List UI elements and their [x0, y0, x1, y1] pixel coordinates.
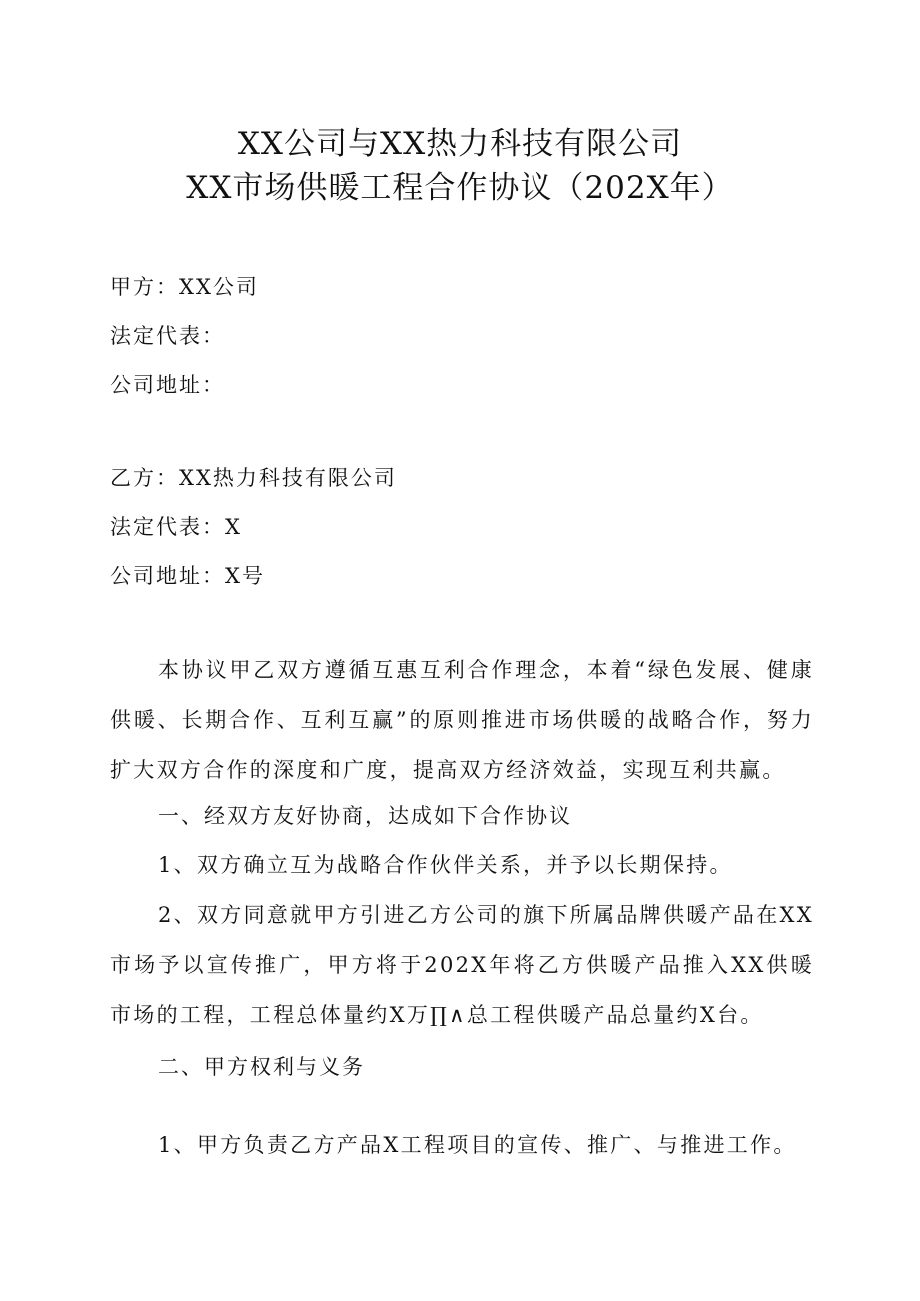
party-b-address: 公司地址：X号 [110, 564, 265, 588]
clause-1-1: 1、双方确立互为战略合作伙伴关系，并予以长期保持。 [158, 853, 733, 877]
party-a-address: 公司地址： [110, 373, 225, 397]
document-title-line-1: XX公司与XX热力科技有限公司 [237, 126, 683, 162]
clause-2-1: 1、甲方负责乙方产品X工程项目的宣传、推广、与推进工作。 [158, 1133, 797, 1157]
clause-1-2: 2、双方同意就甲方引进乙方公司的旗下所属品牌供暖产品在XX市场予以宣传推广，甲方将于202X年将乙方供暖产品推入XX供暖市场的工程，工程总体量约X万∏∧总工程供暖产品总量约X台。 [110, 903, 814, 1027]
party-a-representative: 法定代表： [110, 324, 225, 348]
intro-paragraph: 本协议甲乙双方遵循互惠互利合作理念，本着“绿色发展、健康供暖、长期合作、互利互赢”的原则推进市场供暖的战略合作，努力扩大双方合作的深度和广度，提高双方经济效益，实现互利共赢。 [110, 658, 814, 782]
party-b-name: 乙方：XX热力科技有限公司 [110, 466, 397, 490]
section-2-heading: 二、甲方权利与义务 [158, 1055, 365, 1079]
party-a-name: 甲方：XX公司 [110, 275, 259, 299]
section-1-heading: 一、经双方友好协商，达成如下合作协议 [158, 804, 572, 828]
document-title-line-2: XX市场供暖工程合作协议（202X年） [186, 170, 734, 206]
party-b-representative: 法定代表：X [110, 515, 242, 539]
